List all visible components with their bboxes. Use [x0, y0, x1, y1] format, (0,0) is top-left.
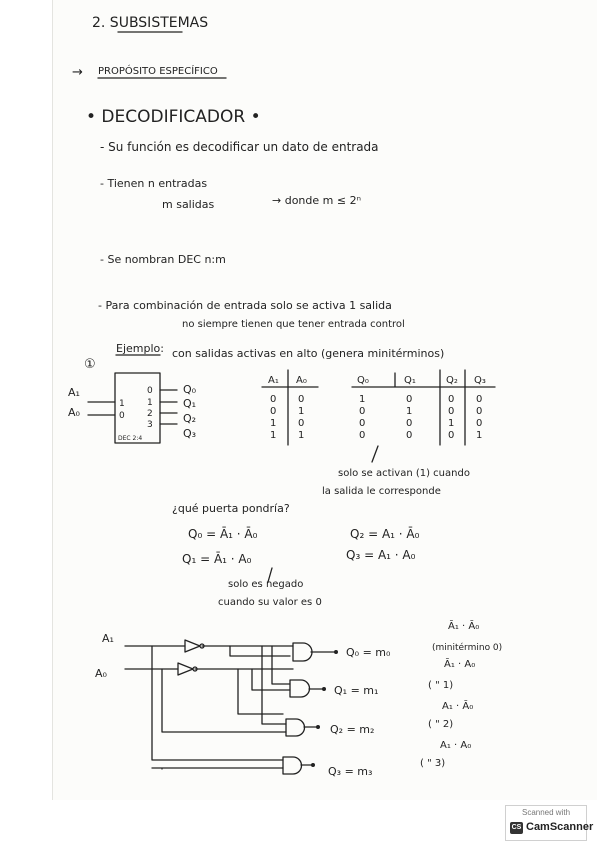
- table-cell: 0: [270, 406, 277, 417]
- bullet-naming: - Se nombran DEC n:m: [100, 253, 226, 266]
- minterm-label-0: (minitérmino 0): [432, 643, 503, 653]
- table-cell: 1: [476, 430, 483, 441]
- dec-q0: Q₀: [183, 383, 197, 396]
- truth-table: [262, 370, 495, 445]
- section-title: 2. SUBSISTEMAS: [92, 15, 209, 31]
- table-header-3: Q₁: [404, 375, 416, 386]
- minterm-expr-0: Ā₁ · Ā₀: [448, 621, 480, 632]
- arrow-icon: →: [72, 65, 83, 80]
- table-cell: 0: [298, 394, 305, 405]
- dec-out-0: 0: [147, 386, 153, 396]
- note-line1: solo se activan (1) cuando: [338, 468, 470, 479]
- dec-input-a1: A₁: [68, 386, 80, 399]
- table-cell: 0: [476, 394, 483, 405]
- camscanner-badge: [505, 805, 594, 841]
- circuit-a0: A₀: [95, 667, 107, 680]
- minterm-expr-3: A₁ · A₀: [440, 740, 472, 751]
- table-header-4: Q₂: [446, 375, 458, 386]
- dec-label: DEC 2:4: [118, 435, 143, 442]
- table-header-5: Q₃: [474, 375, 486, 386]
- table-cell: 1: [270, 418, 277, 429]
- table-cell: 1: [406, 406, 413, 417]
- minterm-expr-1: Ā₁ · A₀: [444, 659, 476, 670]
- bullet-function: - Su función es decodificar un dato de entrada: [100, 140, 379, 154]
- camscanner-logo-icon: CS: [510, 822, 523, 834]
- badge-scanned-text: Scanned with: [521, 808, 571, 817]
- eq-q0: Q₀ = Ā₁ · Ā₀: [188, 527, 258, 541]
- bullet-condition: → donde m ≤ 2ⁿ: [272, 194, 361, 207]
- dec-out-3: 3: [147, 420, 153, 430]
- dec-input-a0: A₀: [68, 406, 80, 419]
- table-cell: 0: [406, 418, 413, 429]
- note-line2: la salida le corresponde: [322, 486, 441, 497]
- minterm-expr-2: A₁ · Ā₀: [442, 701, 474, 712]
- table-cell: 0: [448, 406, 455, 417]
- table-cell: 0: [406, 394, 413, 405]
- dec-out-2: 2: [147, 409, 153, 419]
- dec-pin-0: 0: [119, 411, 125, 421]
- bullet-inputs: - Tienen n entradas: [100, 177, 208, 190]
- circuit-out-q2: Q₂ = m₂: [330, 723, 375, 736]
- table-header-1: A₀: [296, 375, 307, 386]
- decoder-circuit: [95, 619, 502, 778]
- bullet-control: no siempre tienen que tener entrada control: [182, 319, 405, 330]
- decoder-title: • DECODIFICADOR •: [86, 107, 261, 127]
- dec-pin-1: 1: [119, 399, 125, 409]
- table-cell: 0: [448, 394, 455, 405]
- circuit-a1: A₁: [102, 632, 114, 645]
- table-cell: 0: [406, 430, 413, 441]
- table-cell: 0: [359, 430, 366, 441]
- minterm-label-3: ( " 3): [420, 758, 446, 769]
- note-arrow: [372, 446, 378, 462]
- example-label: Ejemplo:: [116, 342, 164, 355]
- table-cell: 0: [476, 406, 483, 417]
- table-cell: 0: [476, 418, 483, 429]
- purpose-label: PROPÓSITO ESPECÍFICO: [98, 66, 218, 77]
- circuit-out-q3: Q₃ = m₃: [328, 765, 373, 778]
- decoder-block: [68, 373, 197, 443]
- example-text: con salidas activas en alto (genera minitérminos): [172, 347, 445, 360]
- table-header-2: Q₀: [357, 375, 369, 386]
- neg-note1: solo es negado: [228, 579, 304, 590]
- neg-note2: cuando su valor es 0: [218, 597, 322, 608]
- eq-q2: Q₂ = A₁ · Ā₀: [350, 527, 420, 541]
- table-cell: 0: [359, 418, 366, 429]
- gate-question: ¿qué puerta pondría?: [172, 502, 290, 515]
- table-cell: 1: [298, 406, 305, 417]
- table-cell: 1: [359, 394, 366, 405]
- dec-q2: Q₂: [183, 412, 197, 425]
- dec-q1: Q₁: [183, 397, 197, 410]
- dec-out-1: 1: [147, 398, 153, 408]
- minterm-label-2: ( " 2): [428, 719, 454, 730]
- table-cell: 0: [359, 406, 366, 417]
- table-cell: 1: [298, 430, 305, 441]
- eq-q3: Q₃ = A₁ · A₀: [346, 548, 416, 562]
- eq-q1: Q₁ = Ā₁ · A₀: [182, 552, 252, 566]
- table-cell: 0: [270, 394, 277, 405]
- table-cell: 0: [448, 430, 455, 441]
- dec-q3: Q₃: [183, 427, 197, 440]
- circuit-out-q1: Q₁ = m₁: [334, 684, 379, 697]
- badge-name: CamScanner: [526, 821, 594, 833]
- bullet-one-output: - Para combinación de entrada solo se activa 1 salida: [98, 299, 392, 312]
- table-cell: 1: [448, 418, 455, 429]
- circuit-out-q0: Q₀ = m₀: [346, 646, 391, 659]
- bullet-outputs: m salidas: [162, 198, 215, 211]
- table-cell: 0: [298, 418, 305, 429]
- table-cell: 1: [270, 430, 277, 441]
- example-number: ①: [84, 357, 96, 372]
- minterm-label-1: ( " 1): [428, 680, 454, 691]
- table-header-0: A₁: [268, 375, 279, 386]
